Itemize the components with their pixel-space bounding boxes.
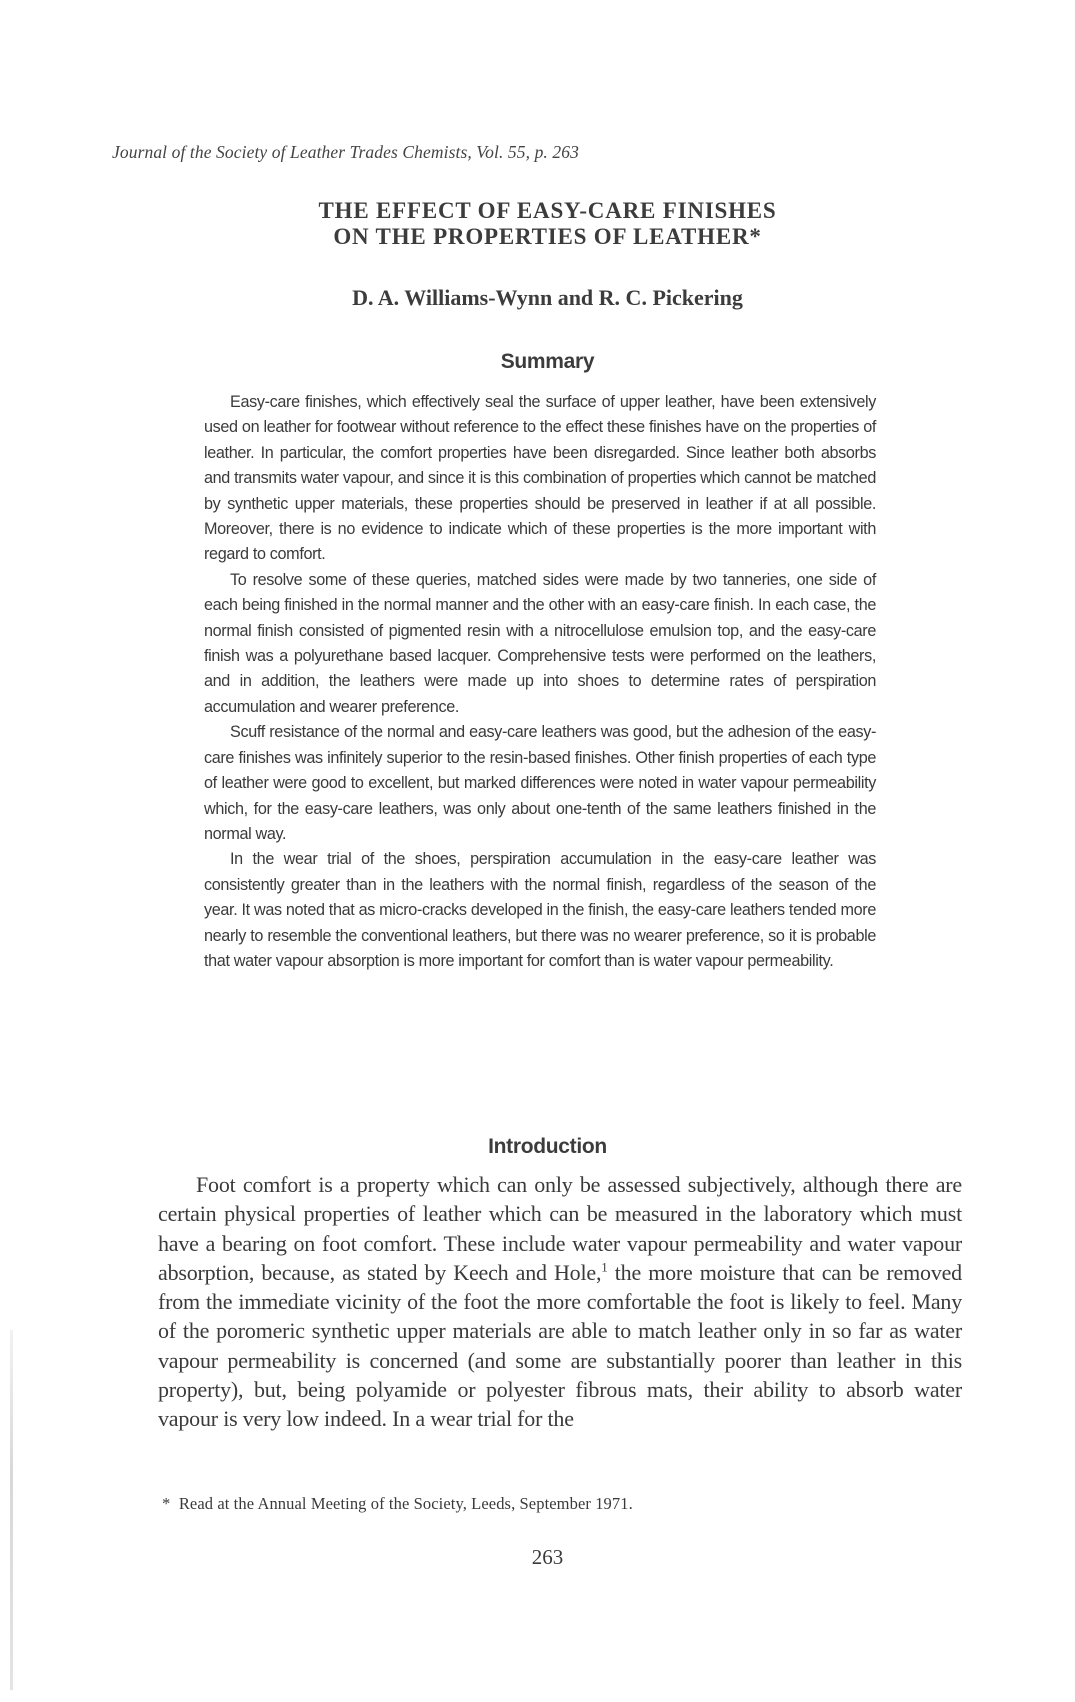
summary-body [204,390,876,974]
summary-paragraph: To resolve some of these queries, matched sides were made by two tanneries, one side of each being finished in the normal manner and the other with an easy-care finish. In each case, the normal finish consisted of pigmented resin with a nitrocellulose emulsion top, and the easy-care finish was a polyurethane based lacquer. Comprehensive tests were performed on the leathers, and in addition, the leathers were made up into shoes to determine rates of perspiration accumulation and wearer preference. [204,570,876,716]
summary-heading: Summary [500,350,595,373]
summary-paragraph: Easy-care finishes, which effectively seal the surface of upper leather, have been extensively used on leather for footwear without reference to the effect these finishes have on the properties of leather. In particular, the comfort properties have been disregarded. Since leather both absorbs and transmits water vapour, and since it is this combination of properties which cannot be matched by synthetic upper materials, these properties should be preserved in leather if at all possible. Moreover, there is no evidence to indicate which of these properties is the more important with regard to comfort. [204,393,876,564]
page-number: 263 [531,1545,564,1569]
introduction-paragraph [158,1170,962,1434]
title-line-1: THE EFFECT OF EASY-CARE FINISHES [318,198,777,223]
authors: D. A. Williams-Wynn and R. C. Pickering [352,285,743,310]
intro-text-after-ref: the more moisture that can be removed from the immediate vicinity of the foot the more comfortable the foot is likely to feel. Many of the poromeric synthetic upper materials are able to match leather only in so far as water vapour permeability is concerned (and some are substantially poorer than leather in this property), but, being polyamide or polyester fibrous mats, their ability to absorb water vapour is very low indeed. In a wear trial for the [158,1259,962,1432]
running-head: Journal of the Society of Leather Trades Chemists, Vol. 55, p. 263 [112,142,579,162]
scan-edge-artifact [10,1330,13,1690]
introduction-heading: Introduction [488,1135,607,1158]
footnote-marker: * [162,1494,171,1513]
reference-marker[interactable]: 1 [601,1259,608,1275]
summary-paragraph: Scuff resistance of the normal and easy-care leathers was good, but the adhesion of the easy-care finishes was infinitely superior to the resin-based finishes. Other finish properties of each type of leather were good to excellent, but marked differences were noted in water vapour permeability which, for the easy-care leathers, was only about one-tenth of the same leathers finished in the normal way. [204,723,876,843]
summary-paragraph: In the wear trial of the shoes, perspiration accumulation in the easy-care leather was consistently greater than in the leathers with the normal finish, regardless of the season of the year. It was noted that as micro-cracks developed in the finish, the easy-care leathers tended more nearly to resemble the conventional leathers, but there was no wearer preference, so it is probable that water vapour absorption is more important for comfort than is water vapour permeability. [204,850,876,970]
introduction-body [158,1170,962,1434]
footnote [162,1494,633,1514]
intro-text-before-ref: Foot comfort is a property which can only be assessed subjectively, although there are certain physical properties of leather which can be measured in the laboratory which must have a bearing on foot comfort. These include water vapour permeability and water vapour absorption, because, as stated by Keech and Hole, [158,1172,962,1285]
footnote-text: Read at the Annual Meeting of the Society, Leeds, September 1971. [178,1494,633,1513]
article-title [0,198,1075,250]
title-line-2: ON THE PROPERTIES OF LEATHER* [333,224,762,249]
